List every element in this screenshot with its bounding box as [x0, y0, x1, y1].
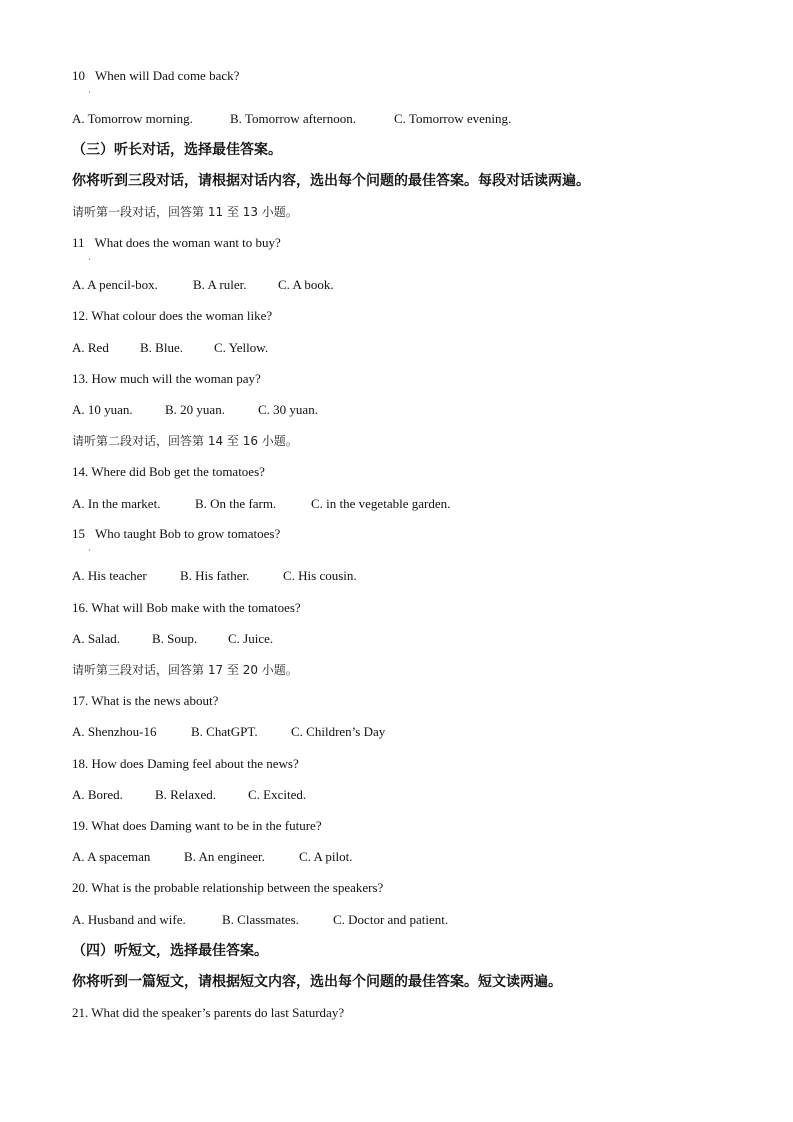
option-b[interactable]: B. 20 yuan.	[165, 402, 225, 417]
question-20: 20. What is the probable relationship between the speakers?	[72, 880, 384, 895]
dialog-3-prompt: 请听第三段对话，回答第 17 至 20 小题。	[72, 663, 298, 677]
option-c[interactable]: C. in the vegetable garden.	[311, 496, 451, 511]
question-text: Who taught Bob to grow tomatoes?	[95, 526, 281, 541]
option-a[interactable]: A. Shenzhou-16	[72, 724, 157, 739]
option-c[interactable]: C. Juice.	[228, 631, 274, 646]
question-12: 12. What colour does the woman like?	[72, 308, 273, 323]
options-18	[72, 787, 306, 803]
section-4-heading: （四）听短文，选择最佳答案。	[72, 943, 268, 959]
question-18: 18. How does Daming feel about the news?	[72, 756, 299, 771]
option-c[interactable]: C. A pilot.	[299, 849, 353, 864]
option-c[interactable]: C. Children’s Day	[291, 724, 386, 739]
option-a[interactable]: A. Bored.	[72, 787, 123, 802]
question-number: 10	[72, 68, 85, 83]
section-3-heading: （三）听长对话，选择最佳答案。	[72, 142, 282, 158]
option-a[interactable]: A. Salad.	[72, 631, 121, 646]
option-c[interactable]: C. 30 yuan.	[258, 402, 318, 417]
options-19	[72, 849, 352, 865]
option-b[interactable]: B. Classmates.	[222, 912, 299, 927]
option-a[interactable]: A. 10 yuan.	[72, 402, 133, 417]
mark-dot: ·	[88, 254, 91, 264]
option-c[interactable]: C. Doctor and patient.	[333, 912, 449, 927]
options-14	[72, 496, 450, 512]
option-b[interactable]: B. Relaxed.	[155, 787, 217, 802]
dialog-1-prompt: 请听第一段对话，回答第 11 至 13 小题。	[72, 205, 298, 219]
question-14: 14. Where did Bob get the tomatoes?	[72, 464, 265, 479]
option-b[interactable]: B. Blue.	[140, 340, 183, 355]
option-c[interactable]: C. A book.	[278, 277, 334, 292]
question-text: What does the woman want to buy?	[94, 235, 281, 250]
option-a[interactable]: A. Husband and wife.	[72, 912, 186, 927]
mark-dot: ·	[88, 87, 91, 97]
options-17	[72, 724, 385, 740]
options-15	[72, 568, 357, 584]
option-c[interactable]: C. Excited.	[248, 787, 307, 802]
option-c[interactable]: C. Yellow.	[214, 340, 269, 355]
options-11	[72, 277, 334, 293]
options-12	[72, 340, 268, 356]
option-a[interactable]: A. In the market.	[72, 496, 161, 511]
option-b[interactable]: B. Soup.	[152, 631, 198, 646]
question-15	[72, 526, 280, 542]
option-c[interactable]: C. His cousin.	[283, 568, 357, 583]
options-13	[72, 402, 318, 418]
option-a[interactable]: A. A pencil-box.	[72, 277, 158, 292]
question-13: 13. How much will the woman pay?	[72, 371, 261, 386]
option-b[interactable]: B. On the farm.	[195, 496, 277, 511]
options-16	[72, 631, 273, 647]
question-number: 15	[72, 526, 85, 541]
option-b[interactable]: B. Tomorrow afternoon.	[230, 111, 356, 126]
section-4-instruction: 你将听到一篇短文，请根据短文内容，选出每个问题的最佳答案。短文读两遍。	[72, 974, 562, 990]
option-b[interactable]: B. ChatGPT.	[191, 724, 258, 739]
options-20	[72, 912, 448, 928]
option-b[interactable]: B. His father.	[180, 568, 250, 583]
question-17: 17. What is the news about?	[72, 693, 219, 708]
question-10	[72, 68, 239, 84]
dialog-2-prompt: 请听第二段对话，回答第 14 至 16 小题。	[72, 434, 298, 448]
question-11	[72, 235, 281, 251]
options-10	[72, 111, 511, 127]
option-c[interactable]: C. Tomorrow evening.	[394, 111, 512, 126]
question-19: 19. What does Daming want to be in the future?	[72, 818, 322, 833]
section-3-instruction: 你将听到三段对话，请根据对话内容，选出每个问题的最佳答案。每段对话读两遍。	[72, 173, 590, 189]
option-a[interactable]: A. Red	[72, 340, 109, 355]
option-a[interactable]: A. A spaceman	[72, 849, 151, 864]
question-16: 16. What will Bob make with the tomatoes?	[72, 600, 301, 615]
mark-dot: ·	[88, 545, 91, 555]
option-b[interactable]: B. An engineer.	[184, 849, 265, 864]
question-text: When will Dad come back?	[95, 68, 240, 83]
option-a[interactable]: A. His teacher	[72, 568, 147, 583]
option-a[interactable]: A. Tomorrow morning.	[72, 111, 193, 126]
question-number: 11	[72, 235, 85, 250]
question-21: 21. What did the speaker’s parents do last Saturday?	[72, 1005, 345, 1020]
option-b[interactable]: B. A ruler.	[193, 277, 247, 292]
